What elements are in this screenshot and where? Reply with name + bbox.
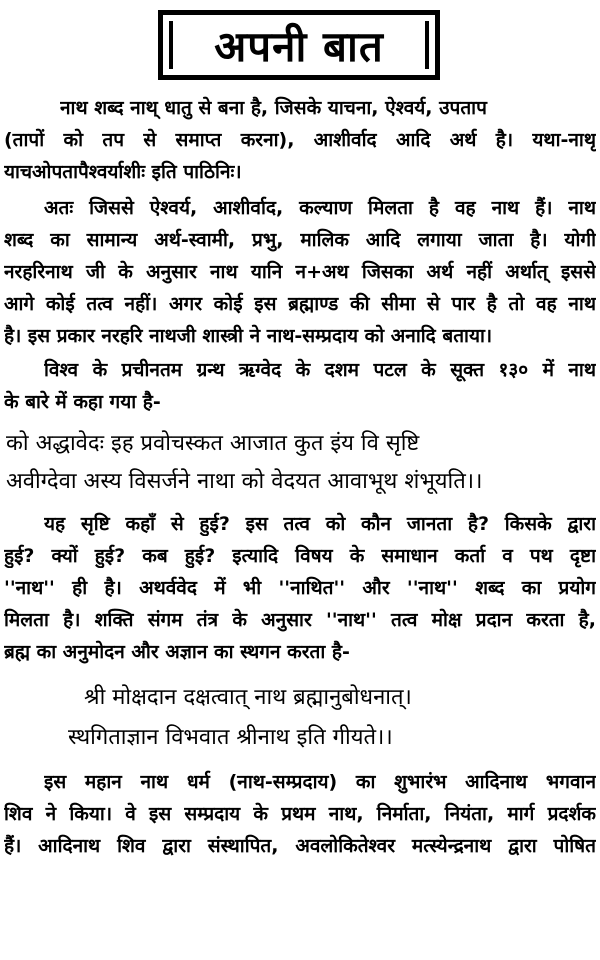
text-line: के बारे में कहा गया है- <box>4 391 161 413</box>
text-line: ''नाथ'' ही है। अथर्ववेद में भी ''नाथित'' और ''नाथ'' शब्द का प्रयोग <box>4 577 596 599</box>
title-box <box>158 10 440 80</box>
text-line: शब्द का सामान्य अर्थ-स्वामी, प्रभु, मालिक आदि लगाया जाता है। योगी <box>4 229 596 251</box>
text-line: हैं। आदिनाथ शिव द्वारा संस्थापित, अवलोकितेश्वर मत्स्येन्द्रनाथ द्वारा पोषित <box>4 835 596 857</box>
text-line: मिलता है। शक्ति संगम तंत्र के अनुसार ''नाथ'' तत्व मोक्ष प्रदान करता है, <box>4 609 596 631</box>
text-line: हुई? क्यों हुई? कब हुई? इत्यादि विषय के समाधान कर्ता व पथ दृष्टा <box>4 545 596 567</box>
verse-line: को अद्धावेदः इह प्रवोचस्कत आजात कुत इंय वि सृष्टि <box>6 431 420 456</box>
verse-line: स्थगिताज्ञान विभवात श्रीनाथ इति गीयते।। <box>68 725 393 750</box>
text-line: आगे कोई तत्व नहीं। अगर कोई इस ब्रह्माण्ड की सीमा से पार है तो वह नाथ <box>4 293 596 315</box>
text-line: याचओपतापैश्वर्याशीः इति पाठिनिः। <box>4 161 242 183</box>
text-line: नाथ शब्द नाथ् धातु से बना है, जिसके याचना, ऐश्वर्य, उपताप <box>60 97 487 119</box>
text-line: इस महान नाथ धर्म (नाथ-सम्प्रदाय) का शुभारंभ आदिनाथ भगवान <box>44 771 596 793</box>
verse-line: अवीग्देवा अस्य विसर्जने नाथा को वेदयत आवाभूथ शंभूयति।। <box>6 469 483 494</box>
text-line: ब्रह्म का अनुमोदन और अज्ञान का स्थगन करता है- <box>4 641 350 663</box>
text-line: नरहरिनाथ जी के अनुसार नाथ यानि न+अथ जिसका अर्थ नहीं अर्थात् इससे <box>4 261 596 283</box>
text-line: यह सृष्टि कहाँ से हुई? इस तत्व को कौन जानता है? किसके द्वारा <box>44 513 596 535</box>
text-line: (तापों को तप से समाप्त करना), आशीर्वाद आदि अर्थ है। यथा-नाथृ <box>4 129 596 151</box>
text-line: अतः जिससे ऐश्वर्य, आशीर्वाद, कल्याण मिलता है वह नाथ हैं। नाथ <box>44 197 596 219</box>
text-line: शिव ने किया। वे इस सम्प्रदाय के प्रथम नाथ, निर्माता, नियंता, मार्ग प्रदर्शक <box>4 803 596 825</box>
text-line: विश्व के प्रचीनतम ग्रन्थ ऋग्वेद के दशम पटल के सूक्त १३० में नाथ <box>44 359 596 381</box>
page-title: अपनी बात <box>214 21 384 71</box>
verse-line: श्री मोक्षदान दक्षत्वात् नाथ ब्रह्मानुबोधनात्। <box>84 685 412 710</box>
text-line: है। इस प्रकार नरहरि नाथजी शास्त्री ने नाथ-सम्प्रदाय को अनादि बताया। <box>4 325 493 347</box>
